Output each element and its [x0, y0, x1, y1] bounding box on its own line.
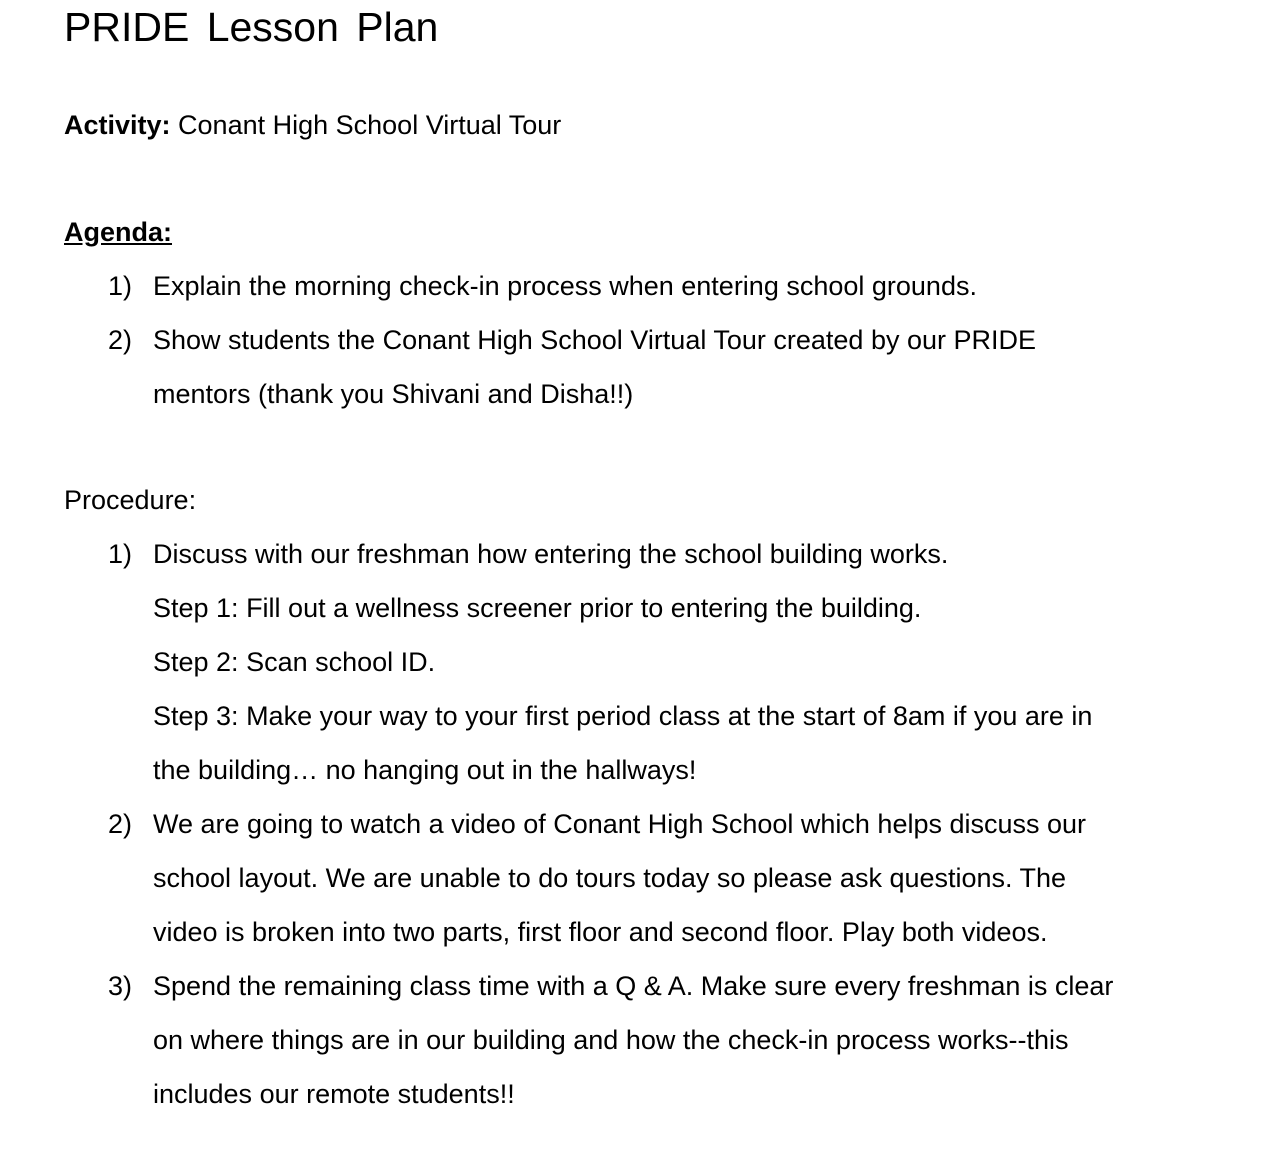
list-item-line — [0, 689, 1280, 743]
list-text: mentors (thank you Shivani and Disha!!) — [153, 379, 634, 409]
list-item-line — [0, 797, 1280, 851]
list-number: 3) — [108, 971, 133, 1001]
list-text: on where things are in our building and how the check-in process works--this — [153, 1025, 1069, 1055]
list-item-line — [0, 905, 1280, 959]
procedure-heading: Procedure: — [64, 485, 197, 515]
list-item-line — [0, 743, 1280, 797]
agenda-list — [0, 259, 1280, 421]
list-item-line — [0, 313, 1280, 367]
activity-line — [64, 98, 561, 152]
activity-value: Conant High School Virtual Tour — [178, 110, 562, 140]
list-item-line — [0, 527, 1280, 581]
procedure-list — [0, 527, 1280, 1121]
list-text: video is broken into two parts, first floor and second floor. Play both videos. — [153, 917, 1048, 947]
document-title: PRIDE Lesson Plan — [64, 4, 439, 50]
activity-label: Activity: — [64, 110, 171, 140]
list-item-line — [0, 259, 1280, 313]
list-item-line — [0, 851, 1280, 905]
list-text: Step 3: Make your way to your first period class at the start of 8am if you are in — [153, 701, 1093, 731]
list-text: includes our remote students!! — [153, 1079, 515, 1109]
list-text: Explain the morning check-in process when entering school grounds. — [153, 271, 977, 301]
agenda-heading: Agenda: — [64, 217, 172, 247]
list-text: Step 1: Fill out a wellness screener prior to entering the building. — [153, 593, 922, 623]
list-item-line — [0, 959, 1280, 1013]
list-text: We are going to watch a video of Conant High School which helps discuss our — [153, 809, 1087, 839]
list-number: 2) — [108, 809, 133, 839]
list-text: Discuss with our freshman how entering the school building works. — [153, 539, 949, 569]
list-number: 2) — [108, 325, 133, 355]
list-item-line — [0, 1067, 1280, 1121]
list-number: 1) — [108, 271, 133, 301]
list-number: 1) — [108, 539, 133, 569]
list-text: Spend the remaining class time with a Q & A. Make sure every freshman is clear — [153, 971, 1114, 1001]
list-text: school layout. We are unable to do tours today so please ask questions. The — [153, 863, 1067, 893]
list-text: Show students the Conant High School Virtual Tour created by our PRIDE — [153, 325, 1036, 355]
list-item-line — [0, 581, 1280, 635]
list-item-line — [0, 635, 1280, 689]
list-text: Step 2: Scan school ID. — [153, 647, 436, 677]
list-text: the building… no hanging out in the hallways! — [153, 755, 697, 785]
list-item-line — [0, 367, 1280, 421]
list-item-line — [0, 1013, 1280, 1067]
